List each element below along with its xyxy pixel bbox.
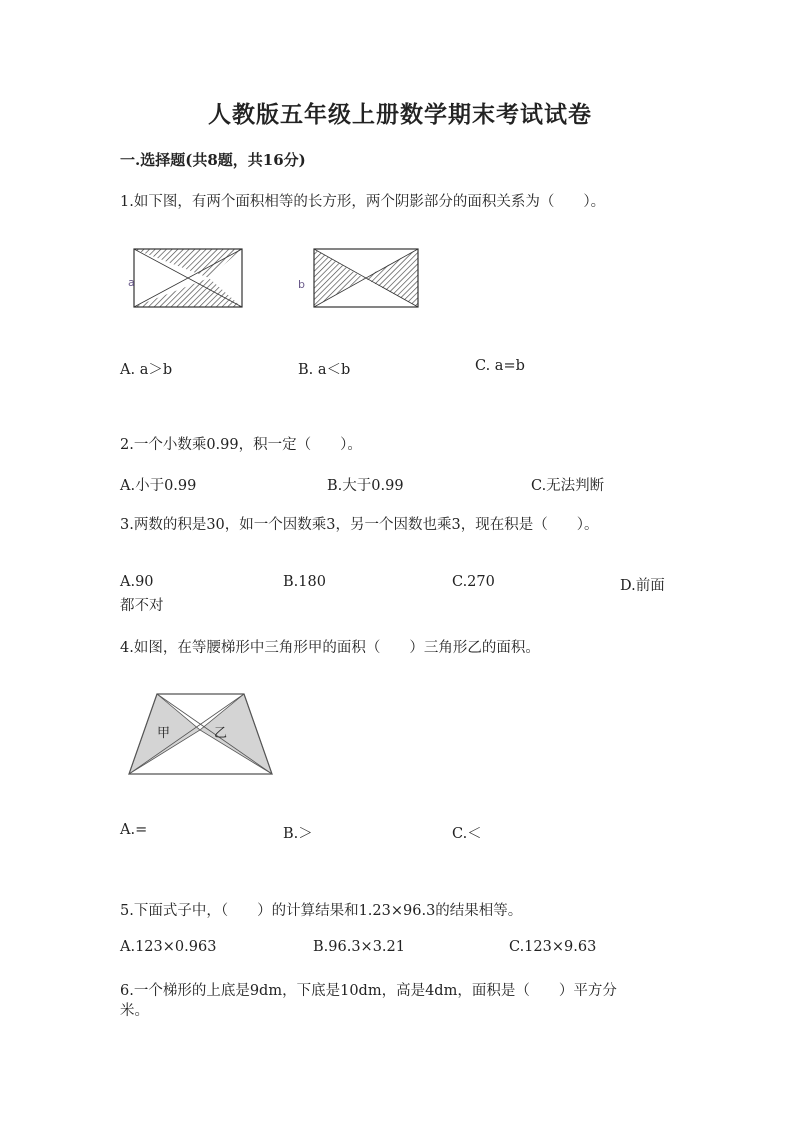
q1-option-a[interactable]: A. a＞b xyxy=(120,362,173,378)
question-6-text-continued: 米。 xyxy=(120,1003,149,1019)
rectangle-b xyxy=(314,249,418,307)
q1-option-c[interactable]: C. a=b xyxy=(475,358,525,374)
q1-option-b[interactable]: B. a＜b xyxy=(298,362,351,378)
q3-option-d[interactable]: D.前面 xyxy=(620,578,665,594)
question-4-text: 4.如图，在等腰梯形中三角形甲的面积（ ）三角形乙的面积。 xyxy=(120,640,540,656)
q2-option-b[interactable]: B.大于0.99 xyxy=(327,478,404,494)
question-1-text: 1.如下图，有两个面积相等的长方形，两个阴影部分的面积关系为（ ）。 xyxy=(120,194,606,210)
q4-option-c[interactable]: C.＜ xyxy=(452,826,482,842)
question-3-text: 3.两数的积是30，如一个因数乘3，另一个因数也乘3，现在积是（ ）。 xyxy=(120,517,599,533)
question-1-figure xyxy=(124,246,424,312)
q4-option-a[interactable]: A.= xyxy=(120,822,148,838)
q3-option-c[interactable]: C.270 xyxy=(452,574,495,590)
q2-option-a[interactable]: A.小于0.99 xyxy=(120,478,197,494)
rectangle-a xyxy=(134,249,242,307)
page-title: 人教版五年级上册数学期末考试试卷 xyxy=(208,101,592,128)
q2-option-c[interactable]: C.无法判断 xyxy=(531,478,605,494)
q3-option-d-continued: 都不对 xyxy=(120,598,164,614)
q5-option-c[interactable]: C.123×9.63 xyxy=(509,939,597,955)
question-2-text: 2.一个小数乘0.99，积一定（ ）。 xyxy=(120,437,362,453)
q5-option-a[interactable]: A.123×0.963 xyxy=(120,939,217,955)
triangle-jia-label: 甲 xyxy=(157,726,171,741)
q5-option-b[interactable]: B.96.3×3.21 xyxy=(313,939,405,955)
question-6-text: 6.一个梯形的上底是9dm，下底是10dm，高是4dm，面积是（ ）平方分 xyxy=(120,983,617,999)
triangle-yi-label: 乙 xyxy=(214,726,228,741)
q4-option-b[interactable]: B.＞ xyxy=(283,826,313,842)
question-5-text: 5.下面式子中，（ ）的计算结果和1.23×96.3的结果相等。 xyxy=(120,903,523,919)
figure-label-a: a xyxy=(128,276,135,289)
q3-option-a[interactable]: A.90 xyxy=(120,574,154,590)
q3-option-b[interactable]: B.180 xyxy=(283,574,326,590)
section-heading: 一.选择题(共8题，共16分) xyxy=(120,151,306,169)
figure-label-b: b xyxy=(298,278,305,291)
question-4-figure xyxy=(124,690,279,778)
